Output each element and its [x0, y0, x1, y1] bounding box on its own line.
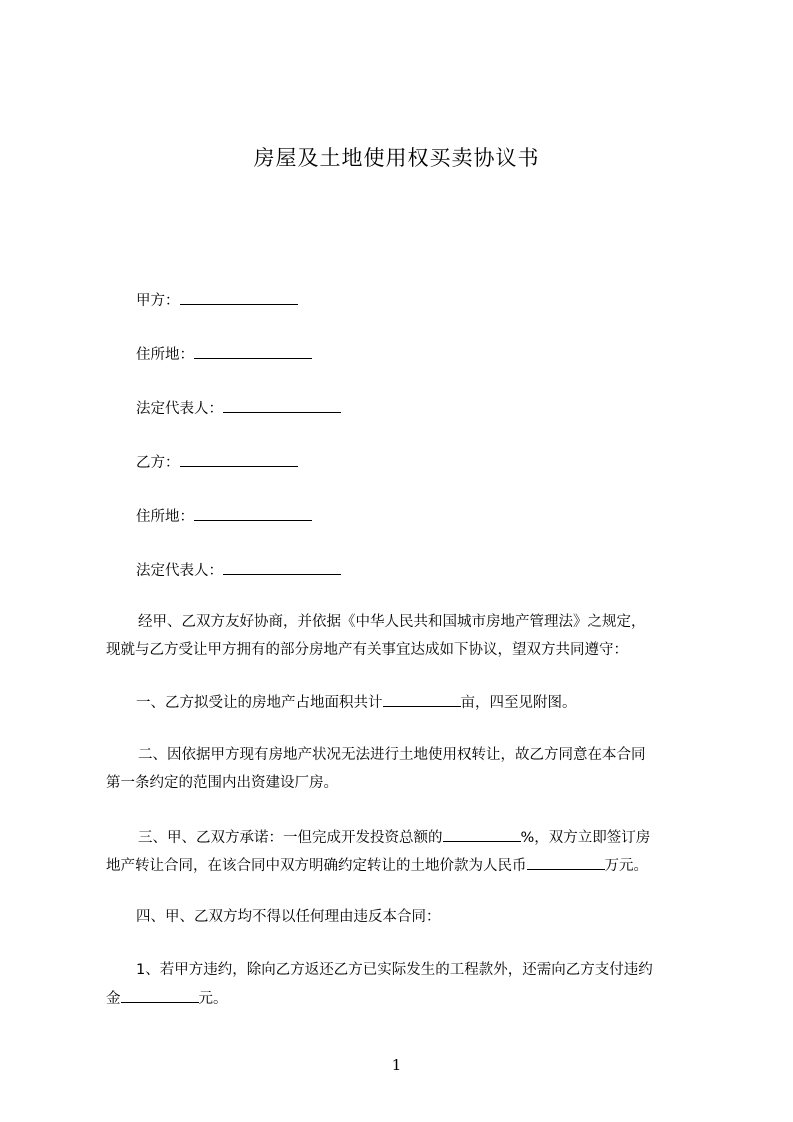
page-number: 1 [391, 1056, 402, 1074]
party-b-representative-field [136, 560, 341, 581]
clause-2-line-2: 第一条约定的范围内出资建设厂房。 [106, 775, 338, 791]
party-a-address-blank[interactable] [194, 344, 312, 359]
clause-1-text-before: 一、乙方拟受让的房地产占地面积共计 [136, 695, 383, 711]
clause-4-item-1-line-2-after: 元。 [198, 991, 228, 1007]
clause-4-item-1-line-2 [106, 988, 228, 1009]
clause-2-line-1: 二、因依据甲方现有房地产状况无法进行土地使用权转让，故乙方同意在本合同 [138, 747, 646, 763]
document-title: 房屋及土地使用权买卖协议书 [253, 146, 540, 170]
clause-3-line-1-after: %，双方立即签订房 [520, 830, 651, 846]
party-a-address-label: 住所地： [136, 347, 194, 363]
clause-4-heading: 四、甲、乙双方均不得以任何理由违反本合同： [136, 909, 441, 925]
penalty-amount-blank[interactable] [121, 988, 199, 1003]
party-a-representative-label: 法定代表人： [136, 401, 223, 417]
party-b-label: 乙方： [136, 455, 180, 471]
preamble-line-2: 现就与乙方受让甲方拥有的部分房地产有关事宜达成如下协议，望双方共同遵守： [106, 642, 628, 658]
party-b-address-blank[interactable] [194, 506, 312, 521]
party-b-blank[interactable] [180, 452, 298, 467]
party-b-field [136, 452, 298, 473]
clause-3-line-2-before: 地产转让合同，在该合同中双方明确约定转让的土地价款为人民币 [106, 858, 527, 874]
clause-3-line-1-before: 三、甲、乙双方承诺：一但完成开发投资总额的 [138, 830, 443, 846]
clause-3-line-2-after: 万元。 [604, 858, 648, 874]
party-a-representative-field [136, 398, 341, 419]
clause-3-line-2 [106, 855, 648, 876]
party-a-representative-blank[interactable] [223, 398, 341, 413]
party-b-representative-label: 法定代表人： [136, 563, 223, 579]
land-price-blank[interactable] [527, 855, 605, 870]
party-a-blank[interactable] [180, 290, 298, 305]
clause-1-text-after: 亩，四至见附图。 [460, 695, 577, 711]
preamble-line-1: 经甲、乙双方友好协商，并依据《中华人民共和国城市房地产管理法》之规定， [138, 614, 646, 630]
party-b-address-field [136, 506, 312, 527]
party-b-address-label: 住所地： [136, 509, 194, 525]
land-area-blank[interactable] [383, 692, 461, 707]
clause-4-item-1-line-2-before: 金 [106, 991, 121, 1007]
party-a-label: 甲方： [136, 293, 180, 309]
investment-percent-blank[interactable] [443, 827, 521, 842]
clause-4-item-1-line-1: 1、若甲方违约，除向乙方返还乙方已实际发生的工程款外，还需向乙方支付违约 [136, 962, 653, 978]
clause-3-line-1 [138, 827, 650, 848]
party-a-address-field [136, 344, 312, 365]
party-b-representative-blank[interactable] [223, 560, 341, 575]
party-a-field [136, 290, 298, 311]
clause-1 [136, 692, 577, 713]
